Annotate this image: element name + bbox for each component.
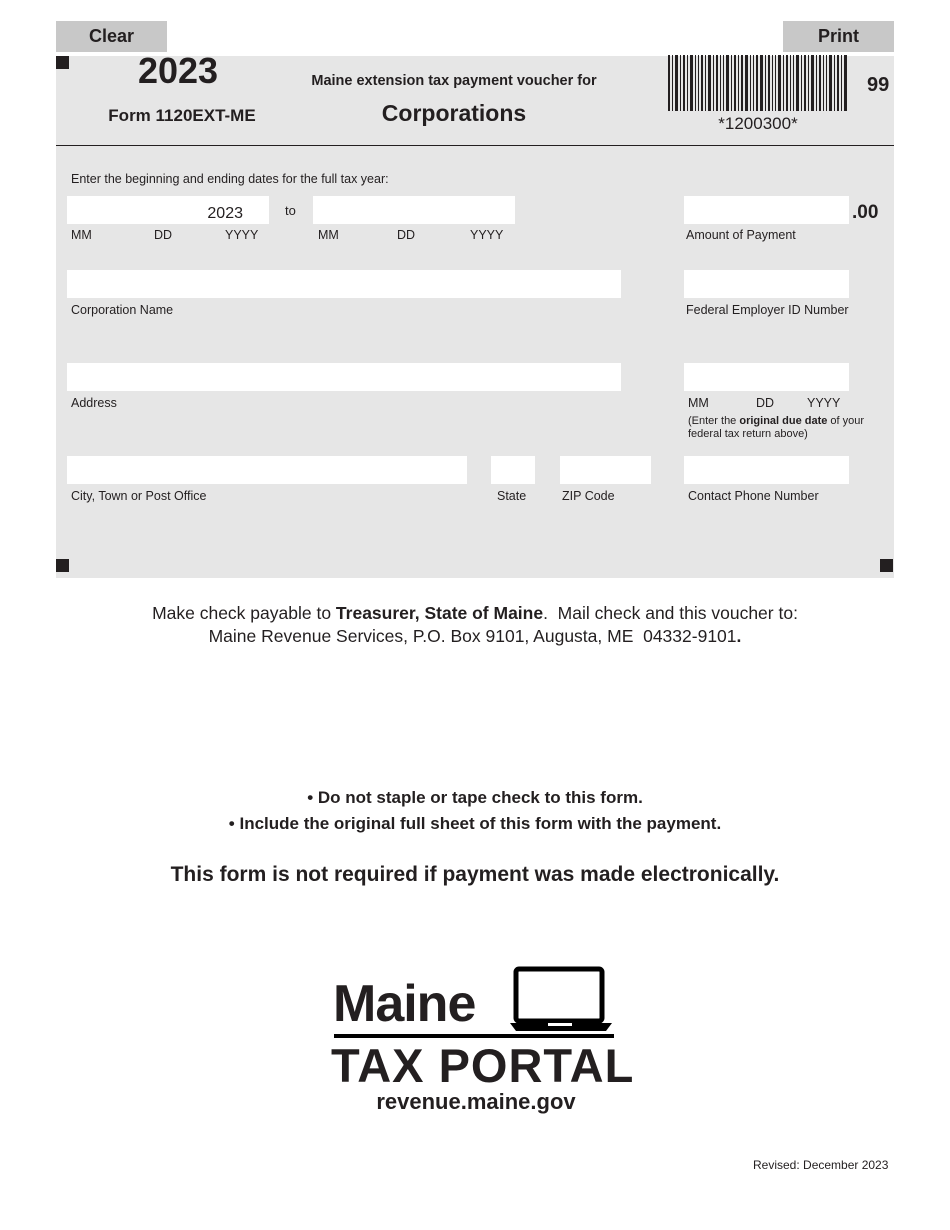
mail-instruction: . Mail check and this voucher to: <box>543 603 798 623</box>
due-date-note <box>688 415 864 427</box>
registration-mark-top-left <box>56 56 69 69</box>
print-button[interactable]: Print <box>783 21 894 52</box>
tax-year: 2023 <box>137 50 219 91</box>
voucher-title: Maine extension tax payment voucher for <box>311 73 597 89</box>
payment-instructions-line1 <box>0 603 950 624</box>
amount-label: Amount of Payment <box>686 228 796 242</box>
clear-button[interactable]: Clear <box>56 21 167 52</box>
zip-label: ZIP Code <box>562 489 615 503</box>
corporation-name-field[interactable] <box>67 270 621 298</box>
barcode-image <box>667 55 849 111</box>
amount-suffix: .00 <box>852 202 879 223</box>
note-include-sheet: • Include the original full sheet of this form with the payment. <box>228 814 722 833</box>
end-yyyy-label: YYYY <box>470 228 504 242</box>
barcode-text: *1200300* <box>718 114 798 133</box>
payee-name: Treasurer, State of Maine <box>335 603 544 623</box>
logo-maine-word: Maine <box>333 975 476 1033</box>
begin-yyyy-label: YYYY <box>225 228 259 242</box>
zip-field[interactable] <box>560 456 651 484</box>
fein-label: Federal Employer ID Number <box>686 303 849 317</box>
dates-instruction: Enter the beginning and ending dates for the full tax year: <box>71 172 389 186</box>
form-code: 99 <box>867 74 890 96</box>
due-date-note-suffix: of your <box>827 415 865 427</box>
state-label: State <box>497 489 527 503</box>
logo-tax-portal: TAX PORTAL <box>331 1039 635 1092</box>
begin-mm-label: MM <box>71 228 92 242</box>
logo-url: revenue.maine.gov <box>376 1089 576 1114</box>
due-date-note-line2: federal tax return above) <box>688 428 808 440</box>
end-dd-label: DD <box>397 228 416 242</box>
note-no-staple: • Do not staple or tape check to this form. <box>307 788 643 807</box>
due-date-note-prefix: (Enter the <box>688 415 740 427</box>
header-divider <box>56 145 894 146</box>
due-date-note-bold: original due date <box>739 415 828 427</box>
phone-label: Contact Phone Number <box>688 489 819 503</box>
payable-prefix: Make check payable to <box>152 603 336 623</box>
laptop-icon <box>508 966 614 1032</box>
begin-date-field[interactable] <box>67 196 269 224</box>
registration-mark-bottom-left <box>56 559 69 572</box>
corporation-name-label: Corporation Name <box>71 303 174 317</box>
payment-instructions-line2 <box>0 626 950 647</box>
end-date-field[interactable] <box>313 196 515 224</box>
voucher-subject: Corporations <box>381 100 527 126</box>
city-field[interactable] <box>67 456 467 484</box>
city-label: City, Town or Post Office <box>71 489 207 503</box>
due-yyyy-label: YYYY <box>807 396 841 410</box>
amount-field[interactable] <box>684 196 849 224</box>
revised-date: Revised: December 2023 <box>753 1158 889 1172</box>
note-electronic-payment: This form is not required if payment was made electronically. <box>170 863 780 886</box>
logo-divider <box>334 1034 614 1038</box>
form-name: Form 1120EXT-ME <box>108 106 256 125</box>
address-label: Address <box>71 396 117 410</box>
phone-field[interactable] <box>684 456 849 484</box>
state-field[interactable] <box>491 456 535 484</box>
to-label: to <box>285 203 296 218</box>
begin-dd-label: DD <box>154 228 173 242</box>
due-dd-label: DD <box>756 396 775 410</box>
due-mm-label: MM <box>688 396 709 410</box>
mailing-address: Maine Revenue Services, P.O. Box 9101, Augusta, ME 04332-9101 <box>208 626 737 646</box>
address-field[interactable] <box>67 363 621 391</box>
due-date-field[interactable] <box>684 363 849 391</box>
registration-mark-bottom-right <box>880 559 893 572</box>
fein-field[interactable] <box>684 270 849 298</box>
end-mm-label: MM <box>318 228 339 242</box>
mailing-address-period: . <box>736 626 742 646</box>
